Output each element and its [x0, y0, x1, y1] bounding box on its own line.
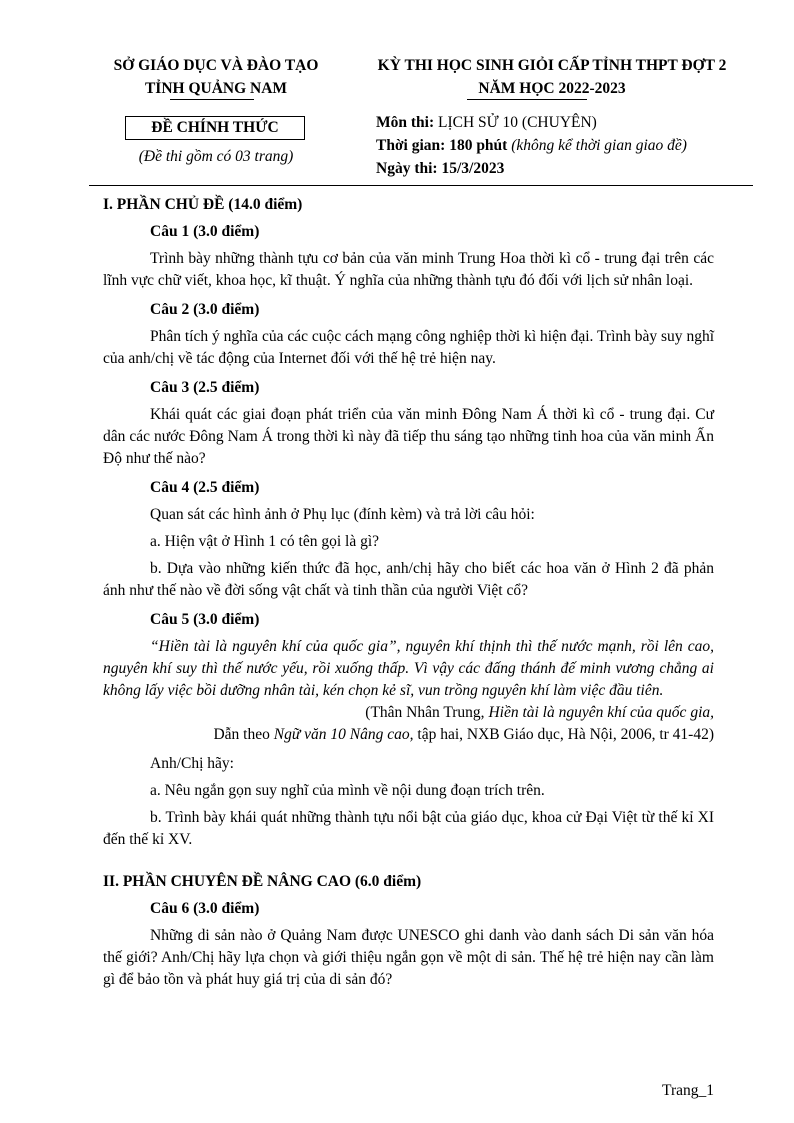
subject-label: Môn thi: [376, 114, 435, 131]
exam-body [103, 194, 714, 991]
school-year: NĂM HỌC 2022-2023 [478, 80, 626, 97]
question-text: Phân tích ý nghĩa của các cuộc cách mạng công nghiệp thời kì hiện đại. Trình bày suy nghĩ của anh/chị về tác động của Internet đối với thế hệ trẻ hiện nay. [103, 328, 714, 367]
time-label: Thời gian: [376, 137, 446, 154]
question-intro: Quan sát các hình ảnh ở Phụ lục (đính kèm) và trả lời câu hỏi: [150, 506, 535, 523]
citation-details: tập hai, NXB Giáo dục, Hà Nội, 2006, tr 41-42) [417, 726, 714, 743]
time-value: 180 phút [449, 137, 508, 154]
time-note: (không kể thời gian giao đề) [511, 137, 687, 154]
department-header [96, 54, 336, 100]
department-name: SỞ GIÁO DỤC VÀ ĐÀO TẠO [113, 57, 319, 74]
official-exam-box [125, 116, 305, 140]
date-value: 15/3/2023 [441, 160, 505, 177]
time-line [376, 134, 766, 157]
quote-citation [103, 724, 714, 746]
question-intro: Anh/Chị hãy: [150, 755, 234, 772]
question-text: Những di sản nào ở Quảng Nam được UNESCO ghi danh vào danh sách Di sản văn hóa thế giới? Anh/Chị hãy lựa chọn và giới thiệu ngắn gọn về một di sản. Thế hệ trẻ hiện nay cần làm gì để bảo tồn và phát huy giá trị của di sản đó? [103, 927, 714, 988]
official-label: ĐỀ CHÍNH THỨC [151, 119, 279, 136]
subject-value: LỊCH SỬ 10 (CHUYÊN) [438, 114, 597, 131]
question-part-a: a. Nêu ngắn gọn suy nghĩ của mình về nội dung đoạn trích trên. [150, 782, 545, 799]
exam-name: KỲ THI HỌC SINH GIỎI CẤP TỈNH THPT ĐỢT 2 [377, 57, 727, 74]
question-part-b: b. Trình bày khái quát những thành tựu nổi bật của giáo dục, khoa cử Đại Việt từ thế kỉ XI đến thế kỉ XV. [103, 809, 714, 848]
question-text: Khái quát các giai đoạn phát triển của văn minh Đông Nam Á thời kì cổ - trung đại. Cư dân các nước Đông Nam Á trong thời kì này đã tiếp thu sáng tạo những tinh hoa của văn minh Ấn Độ như thế nào? [103, 406, 714, 467]
exam-info [376, 111, 766, 180]
question-title: Câu 4 (2.5 điểm) [150, 479, 260, 496]
quote-source [103, 702, 714, 724]
question-text: Trình bày những thành tựu cơ bản của văn minh Trung Hoa thời kì cổ - trung đại trên các lĩnh vực chữ viết, khoa học, kĩ thuật. Ý nghĩa của những thành tựu đó đối với lịch sử nhân loại. [103, 250, 714, 289]
question-title: Câu 3 (2.5 điểm) [150, 379, 260, 396]
date-label: Ngày thi: [376, 160, 438, 177]
header-divider [89, 185, 753, 186]
section-title: II. PHẦN CHUYÊN ĐỀ NÂNG CAO (6.0 điểm) [103, 873, 422, 890]
source-author: (Thân Nhân Trung, [365, 704, 485, 721]
citation-prefix: Dẫn theo [213, 726, 270, 743]
quote-text: “Hiền tài là nguyên khí của quốc gia”, nguyên khí thịnh thì thế nước mạnh, rồi lên cao, nguyên khí suy thì thế nước yếu, rồi xuống thấp. Vì vậy các đấng thánh đế minh vương chẳng ai không lấy việc bồi dưỡng nhân tài, kén chọn kẻ sĩ, vun trồng nguyên khí làm việc đầu tiên. [103, 638, 714, 699]
province-name: TỈNH QUẢNG NAM [144, 80, 288, 97]
question-part-b: b. Dựa vào những kiến thức đã học, anh/chị hãy cho biết các hoa văn ở Hình 2 đã phản ánh như thế nào về đời sống vật chất và tinh thần của người Việt cổ? [103, 560, 714, 599]
question-part-a: a. Hiện vật ở Hình 1 có tên gọi là gì? [150, 533, 380, 550]
school-year-underline [467, 99, 587, 100]
question-title: Câu 5 (3.0 điểm) [150, 611, 260, 628]
section-title: I. PHẦN CHỦ ĐỀ (14.0 điểm) [103, 196, 303, 213]
subject-line [376, 111, 766, 134]
question-title: Câu 1 (3.0 điểm) [150, 223, 260, 240]
citation-book: Ngữ văn 10 Nâng cao, [273, 726, 414, 743]
province-underline [170, 99, 254, 100]
date-line [376, 157, 766, 180]
source-title: Hiền tài là nguyên khí của quốc gia, [488, 704, 714, 721]
question-title: Câu 2 (3.0 điểm) [150, 301, 260, 318]
exam-header [352, 54, 752, 100]
pages-note: (Đề thi gồm có 03 trang) [138, 148, 294, 165]
question-title: Câu 6 (3.0 điểm) [150, 900, 260, 917]
page-number: Trang_1 [662, 1082, 714, 1099]
